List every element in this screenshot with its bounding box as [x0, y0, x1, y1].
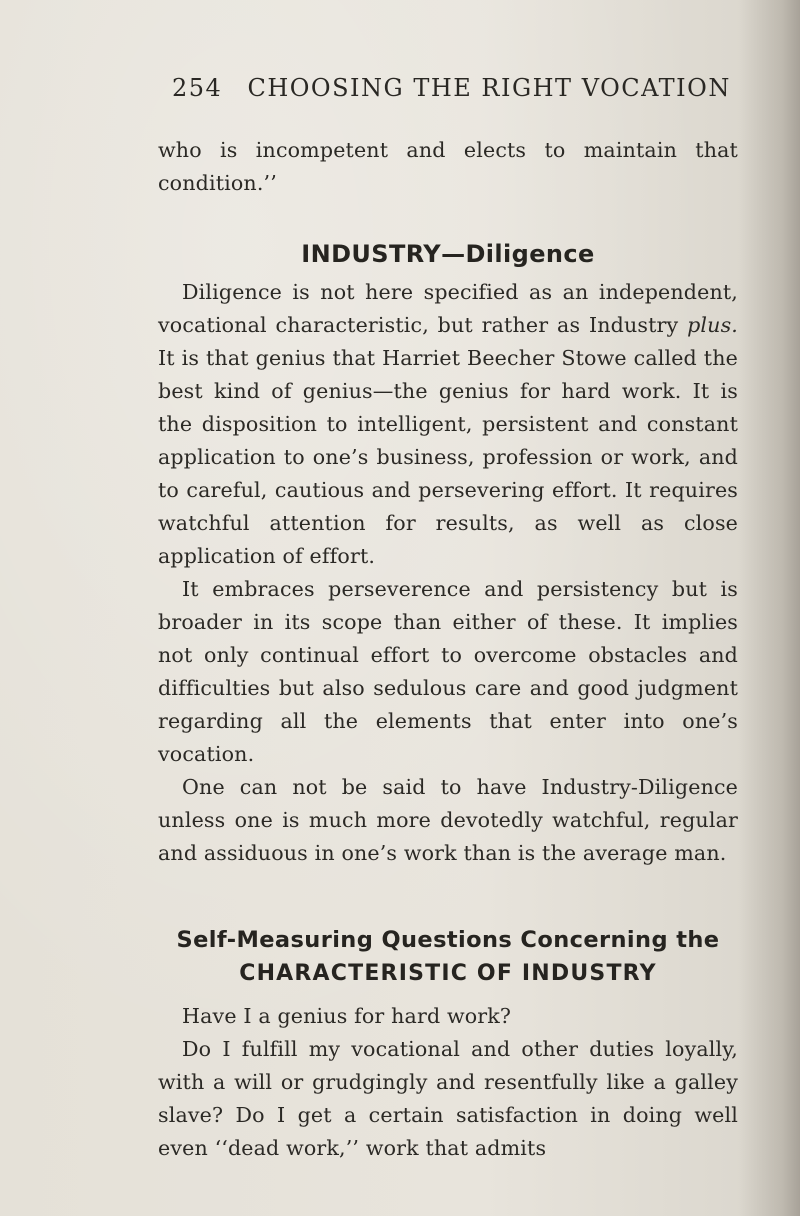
paragraph-text: It is that genius that Harriet Beecher Stowe called the best kind of genius—the genius for hard work. It is the disposition to intelligent, persistent and constant application to one’s business, profession or work, and to careful, cautious and persevering effort. It requires watchful attention for results, as well as close application of effort. — [158, 346, 738, 568]
continuation-paragraph: who is incompetent and elects to maintain that condition.’’ — [158, 138, 738, 195]
page-number: 254 — [172, 74, 223, 102]
text-block — [158, 134, 738, 1165]
page-edge-shadow — [740, 0, 800, 1216]
running-head — [172, 74, 731, 102]
section-heading: INDUSTRY—Diligence — [301, 240, 595, 268]
questions-subheading: CHARACTERISTIC OF INDUSTRY — [239, 961, 657, 986]
paragraph-average-man: One can not be said to have Industry-Diligence unless one is much more devotedly watchful, regular and assiduous in one’s work than is the average man. — [158, 775, 738, 865]
paragraph-diligence-definition — [158, 276, 738, 573]
question-item: Do I fulfill my vocational and other duties loyally, with a will or grudgingly and resentfully like a galley slave? Do I get a certain satisfaction in doing well even ‘‘dead work,’’ work that admits — [158, 1037, 738, 1160]
emphasis-plus: plus. — [687, 313, 738, 337]
paragraph-perseverence: It embraces perseverence and persistency but is broader in its scope than either of these. It implies not only continual effort to overcome obstacles and difficulties but also sedulous care and good judgment regarding all the elements that enter into one’s vocation. — [158, 577, 738, 766]
running-title: CHOOSING THE RIGHT VOCATION — [247, 74, 731, 102]
question-item: Have I a genius for hard work? — [182, 1004, 512, 1028]
paragraph-text: Diligence is not here specified as an independent, vocational characteristic, but rather as Industry — [158, 280, 738, 337]
questions-list — [158, 1000, 738, 1165]
questions-heading: Self-Measuring Questions Concerning the — [176, 927, 720, 953]
